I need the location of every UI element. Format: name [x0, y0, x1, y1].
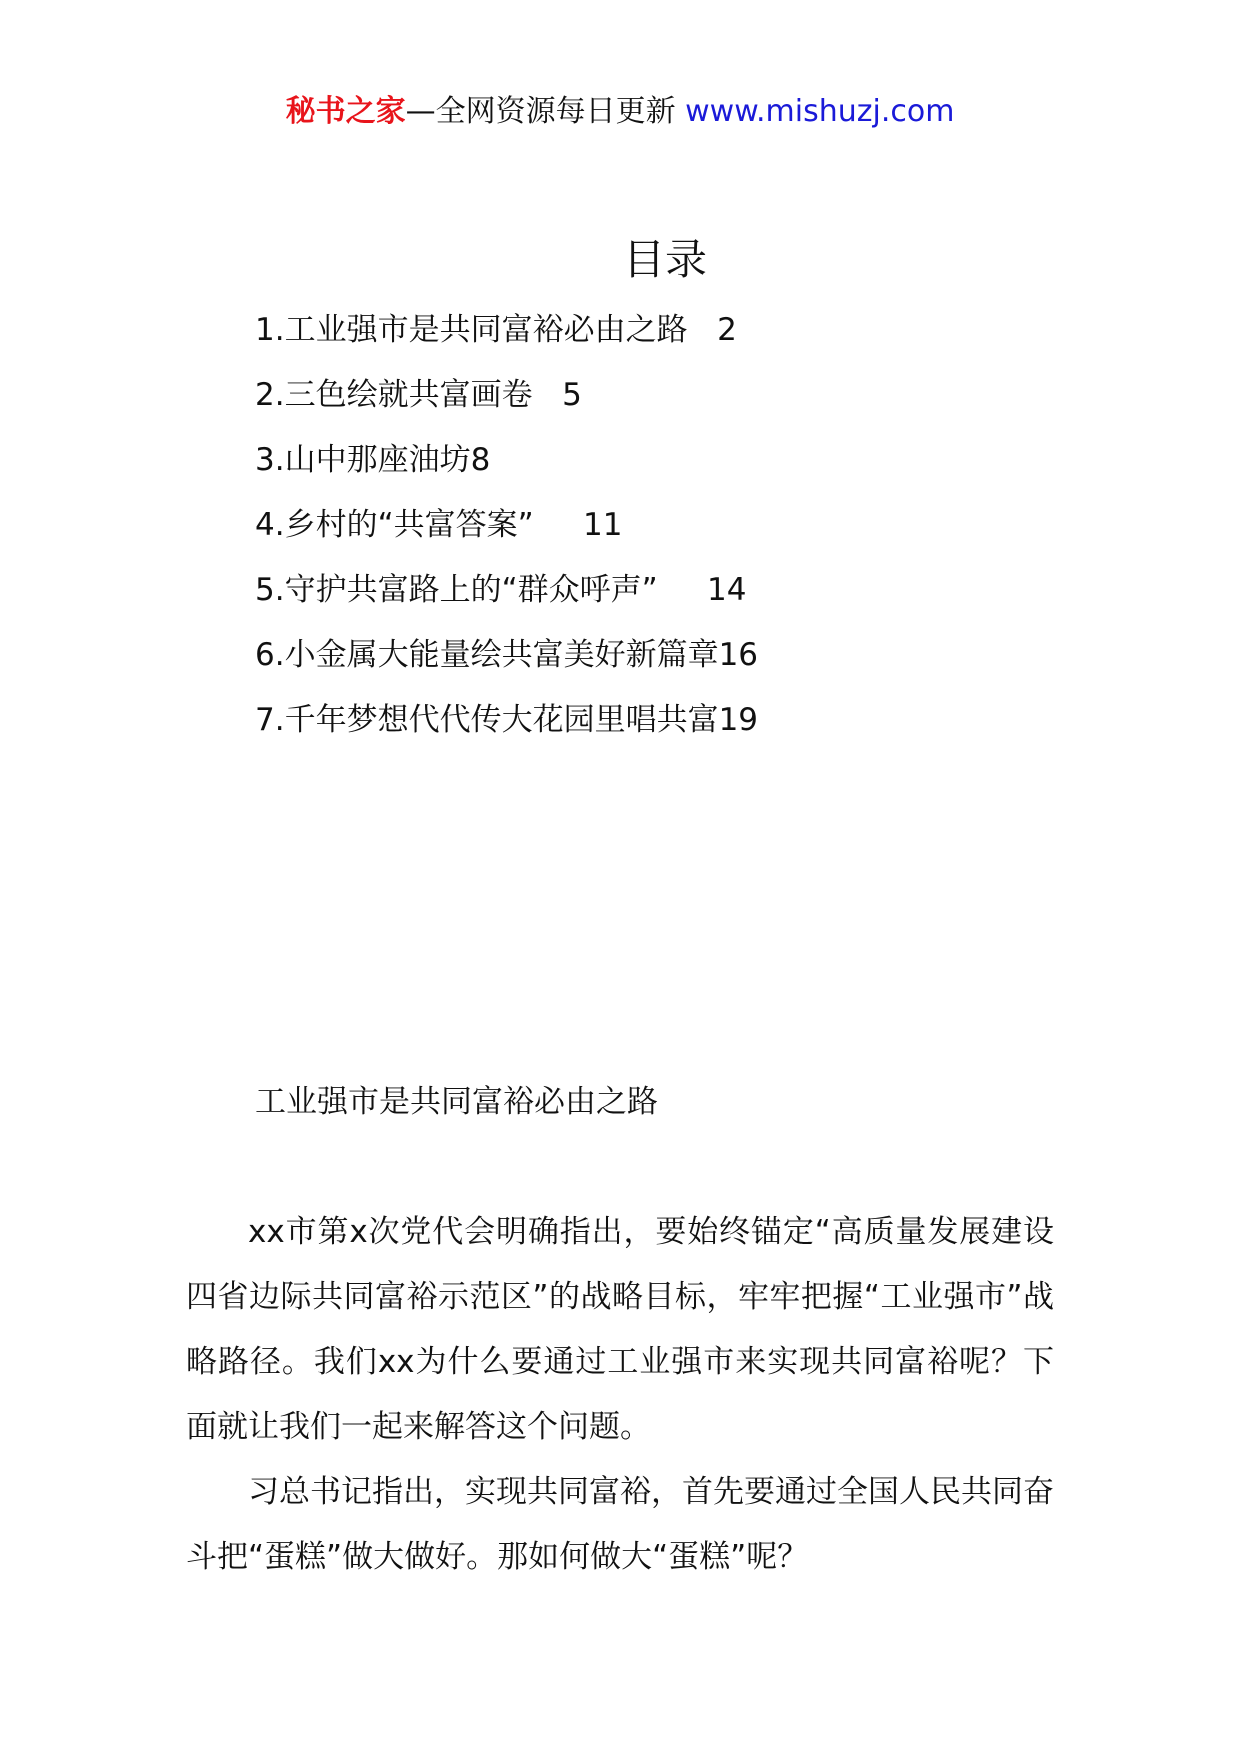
toc-entry[interactable] — [255, 493, 1055, 558]
article-body — [186, 1200, 1054, 1590]
header-tagline: —全网资源每日更新 — [405, 94, 686, 129]
toc-entry-text: 5.守护共富路上的“群众呼声” — [255, 572, 658, 608]
toc-entry[interactable] — [255, 558, 1055, 623]
toc-entry-page: 2 — [687, 312, 737, 348]
toc-entry-page: 11 — [533, 507, 623, 543]
toc-entry-page: 14 — [657, 572, 747, 608]
toc-entry-text: 2.三色绘就共富画卷 — [255, 377, 533, 413]
toc-entry-page: 16 — [718, 637, 759, 673]
table-of-contents — [255, 298, 1055, 753]
site-url-link[interactable]: www.mishuzj.com — [685, 94, 955, 129]
toc-entry-page: 19 — [718, 702, 759, 738]
article-paragraph: 习总书记指出，实现共同富裕，首先要通过全国人民共同奋斗把“蛋糕”做大做好。那如何做大“蛋糕”呢？ — [186, 1474, 1054, 1575]
toc-entry[interactable] — [255, 298, 1055, 363]
article-paragraph: xx市第x次党代会明确指出，要始终锚定“高质量发展建设四省边际共同富裕示范区”的战略目标，牢牢把握“工业强市”战略路径。我们xx为什么要通过工业强市来实现共同富裕呢？下面就让我们一起来解答这个问题。 — [186, 1214, 1054, 1445]
brand-name: 秘书之家 — [285, 94, 406, 129]
toc-entry-text: 3.山中那座油坊 — [255, 442, 471, 478]
toc-entry-text: 6.小金属大能量绘共富美好新篇章 — [255, 637, 719, 673]
toc-entry-text: 7.千年梦想代代传大花园里唱共富 — [255, 702, 719, 738]
site-header — [0, 92, 1240, 132]
toc-entry-page: 5 — [532, 377, 582, 413]
toc-title: 目录 — [622, 235, 707, 284]
toc-entry[interactable] — [255, 623, 1055, 688]
toc-entry[interactable] — [255, 688, 1055, 753]
toc-entry[interactable] — [255, 428, 1055, 493]
toc-entry-text: 1.工业强市是共同富裕必由之路 — [255, 312, 688, 348]
toc-entry[interactable] — [255, 363, 1055, 428]
toc-entry-page: 8 — [470, 442, 491, 478]
toc-entry-text: 4.乡村的“共富答案” — [255, 507, 534, 543]
article-heading: 工业强市是共同富裕必由之路 — [255, 1084, 658, 1120]
